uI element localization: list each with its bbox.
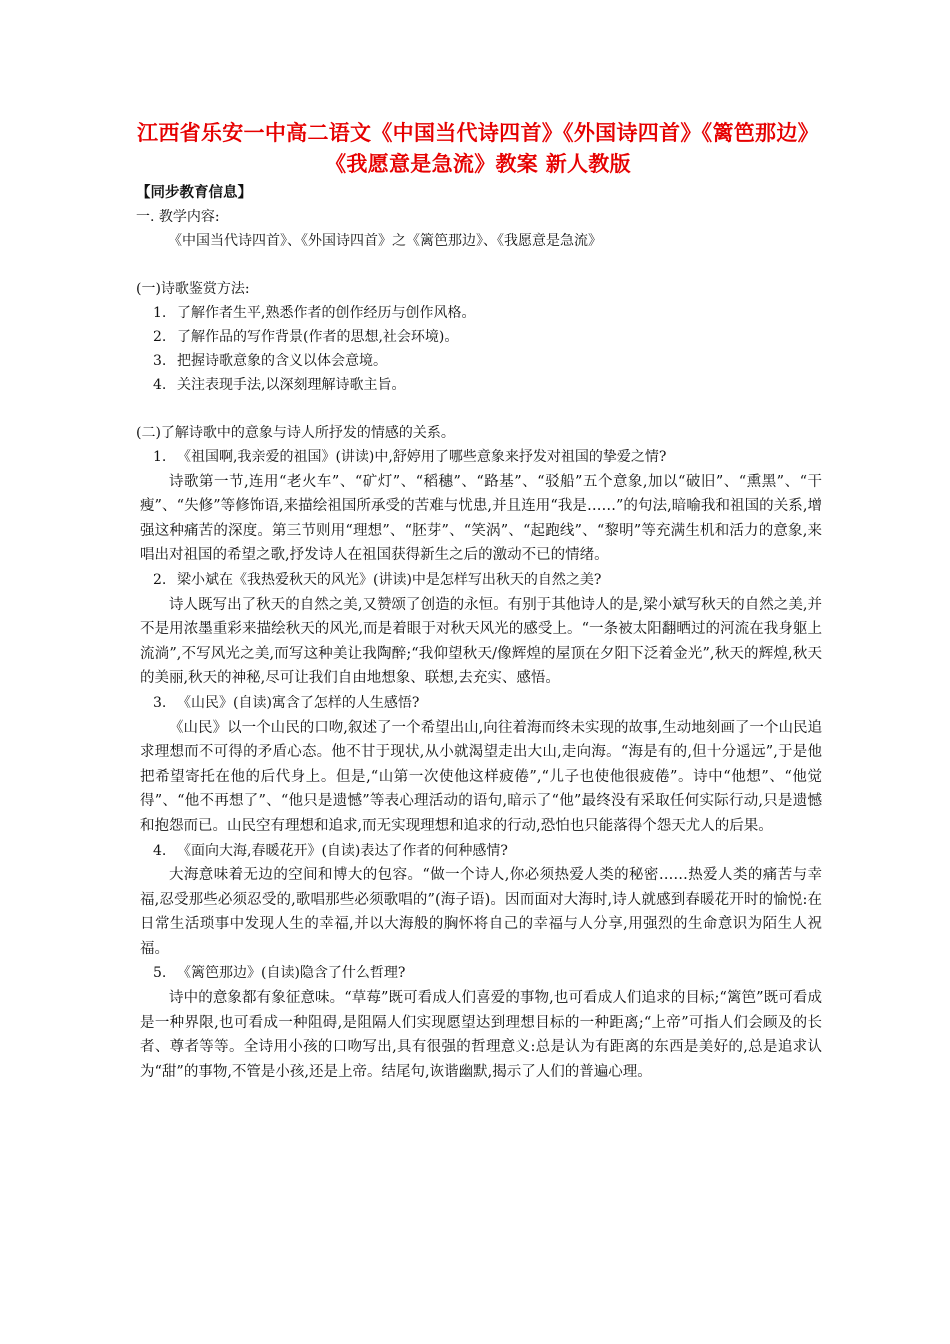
- sync-info-label: 【同步教育信息】: [136, 184, 252, 201]
- section-1-heading: (一)诗歌鉴赏方法:: [136, 281, 250, 297]
- question-text: 梁小斌在《我热爱秋天的风光》(讲读)中是怎样写出秋天的自然之美?: [177, 571, 602, 588]
- content-line: 《中国当代诗四首》、《外国诗四首》之《篱笆那边》、《我愿意是急流》: [168, 233, 602, 249]
- question-number: 3.: [153, 694, 167, 711]
- question-number: 4.: [153, 842, 167, 859]
- question-4: [140, 839, 822, 864]
- question-3: [140, 691, 822, 716]
- method-item-1: [140, 301, 822, 325]
- question-text: 《山民》(自读)寓含了怎样的人生感悟?: [177, 694, 420, 711]
- item-number: 3.: [153, 353, 167, 369]
- item-text: 了解作者生平,熟悉作者的创作经历与创作风格。: [177, 305, 476, 321]
- method-item-2: [140, 325, 822, 349]
- item-number: 1.: [153, 305, 167, 321]
- answer-1: 诗歌第一节,连用“老火车”、“矿灯”、“稻穗”、“路基”、“驳船”五个意象,加以“破旧”、“熏黑”、“干瘦”、“失修”等修饰语,来描绘祖国所承受的苦难与忧患,并且连用“我是……”的句法,暗喻我和祖国的关系,增强这种痛苦的深度。第三节则用“理想”、“胚芽”、“笑涡”、“起跑线”、“黎明”等充满生机和活力的意象,来唱出对祖国的希望之歌,抒发诗人在祖国获得新生之后的激动不已的情绪。: [140, 473, 822, 564]
- question-5: [140, 961, 822, 986]
- question-text: 《面向大海,春暖花开》(自读)表达了作者的何种感情?: [177, 842, 508, 859]
- question-number: 5.: [153, 965, 167, 982]
- question-2: [140, 568, 822, 593]
- answer-5: 诗中的意象都有象征意味。“草莓”既可看成人们喜爱的事物,也可看成人们追求的目标;“篱笆”既可看成是一种界限,也可看成一种阻碍,是阻隔人们实现愿望达到理想目标的一种距离;“上帝”可指人们会顾及的长者、尊者等等。全诗用小孩的口吻写出,具有很强的哲理意义:总是认为有距离的东西是美好的,总是追求认为“甜”的事物,不管是小孩,还是上帝。结尾句,诙谐幽默,揭示了人们的普遍心理。: [140, 990, 822, 1080]
- question-1: [140, 445, 822, 470]
- answer-4: 大海意味着无边的空间和博大的包容。“做一个诗人,你必须热爱人类的秘密……热爱人类的痛苦与幸福,忍受那些必须忍受的,歌唱那些必须歌唱的”(海子语)。因而面对大海时,诗人就感到春暖花开时的愉悦:在日常生活琐事中发现人生的幸福,并以大海般的胸怀将自己的幸福与人分享,用强烈的生命意识为陌生人祝福。: [140, 867, 822, 957]
- answer-2: 诗人既写出了秋天的自然之美,又赞颂了创造的永恒。有别于其他诗人的是,梁小斌写秋天的自然之美,并不是用浓墨重彩来描绘秋天的风光,而是着眼于对秋天风光的感受上。“一条被太阳翻晒过的河流在我身躯上流淌”,不写风光之美,而写这种美让我陶醉;“我仰望秋天/像辉煌的屋顶在夕阳下泛着金光”,秋天的辉煌,秋天的美丽,秋天的神秘,尽可让我们自由地想象、联想,去充实、感悟。: [140, 596, 822, 687]
- question-number: 2.: [153, 571, 167, 588]
- question-number: 1.: [153, 449, 167, 465]
- item-text: 关注表现手法,以深刻理解诗歌主旨。: [177, 377, 406, 393]
- section-2-heading: (二)了解诗歌中的意象与诗人所抒发的情感的关系。: [136, 425, 455, 441]
- item-number: 2.: [153, 329, 167, 345]
- item-text: 把握诗歌意象的含义以体会意境。: [177, 353, 387, 369]
- content-heading: 一. 教学内容:: [136, 209, 220, 225]
- answer-3: 《山民》以一个山民的口吻,叙述了一个希望出山,向往着海而终未实现的故事,生动地刻画了一个山民追求理想而不可得的矛盾心态。他不甘于现状,从小就渴望走出大山,走向海。“海是有的,但十分遥远”,于是他把希望寄托在他的后代身上。但是,“山第一次使他这样疲倦”,“儿子也使他很疲倦”。诗中“他想”、“他觉得”、“他不再想了”、“他只是遗憾”等表心理活动的语句,暗示了“他”最终没有采取任何实际行动,只是遗憾和抱怨而已。山民空有理想和追求,而无实现理想和追求的行动,恐怕也只能落得个怨天尤人的后果。: [140, 719, 822, 834]
- question-text: 《篱笆那边》(自读)隐含了什么哲理?: [177, 965, 406, 982]
- item-text: 了解作品的写作背景(作者的思想,社会环境)。: [177, 329, 459, 345]
- method-item-3: [140, 349, 822, 373]
- question-text: 《祖国啊,我亲爱的祖国》(讲读)中,舒婷用了哪些意象来抒发对祖国的挚爱之情?: [177, 449, 667, 465]
- document-title: 江西省乐安一中高二语文《中国当代诗四首》《外国诗四首》《篱笆那边》《我愿意是急流》教案 新人教版: [137, 120, 819, 176]
- method-item-4: [140, 373, 822, 397]
- item-number: 4.: [153, 377, 167, 393]
